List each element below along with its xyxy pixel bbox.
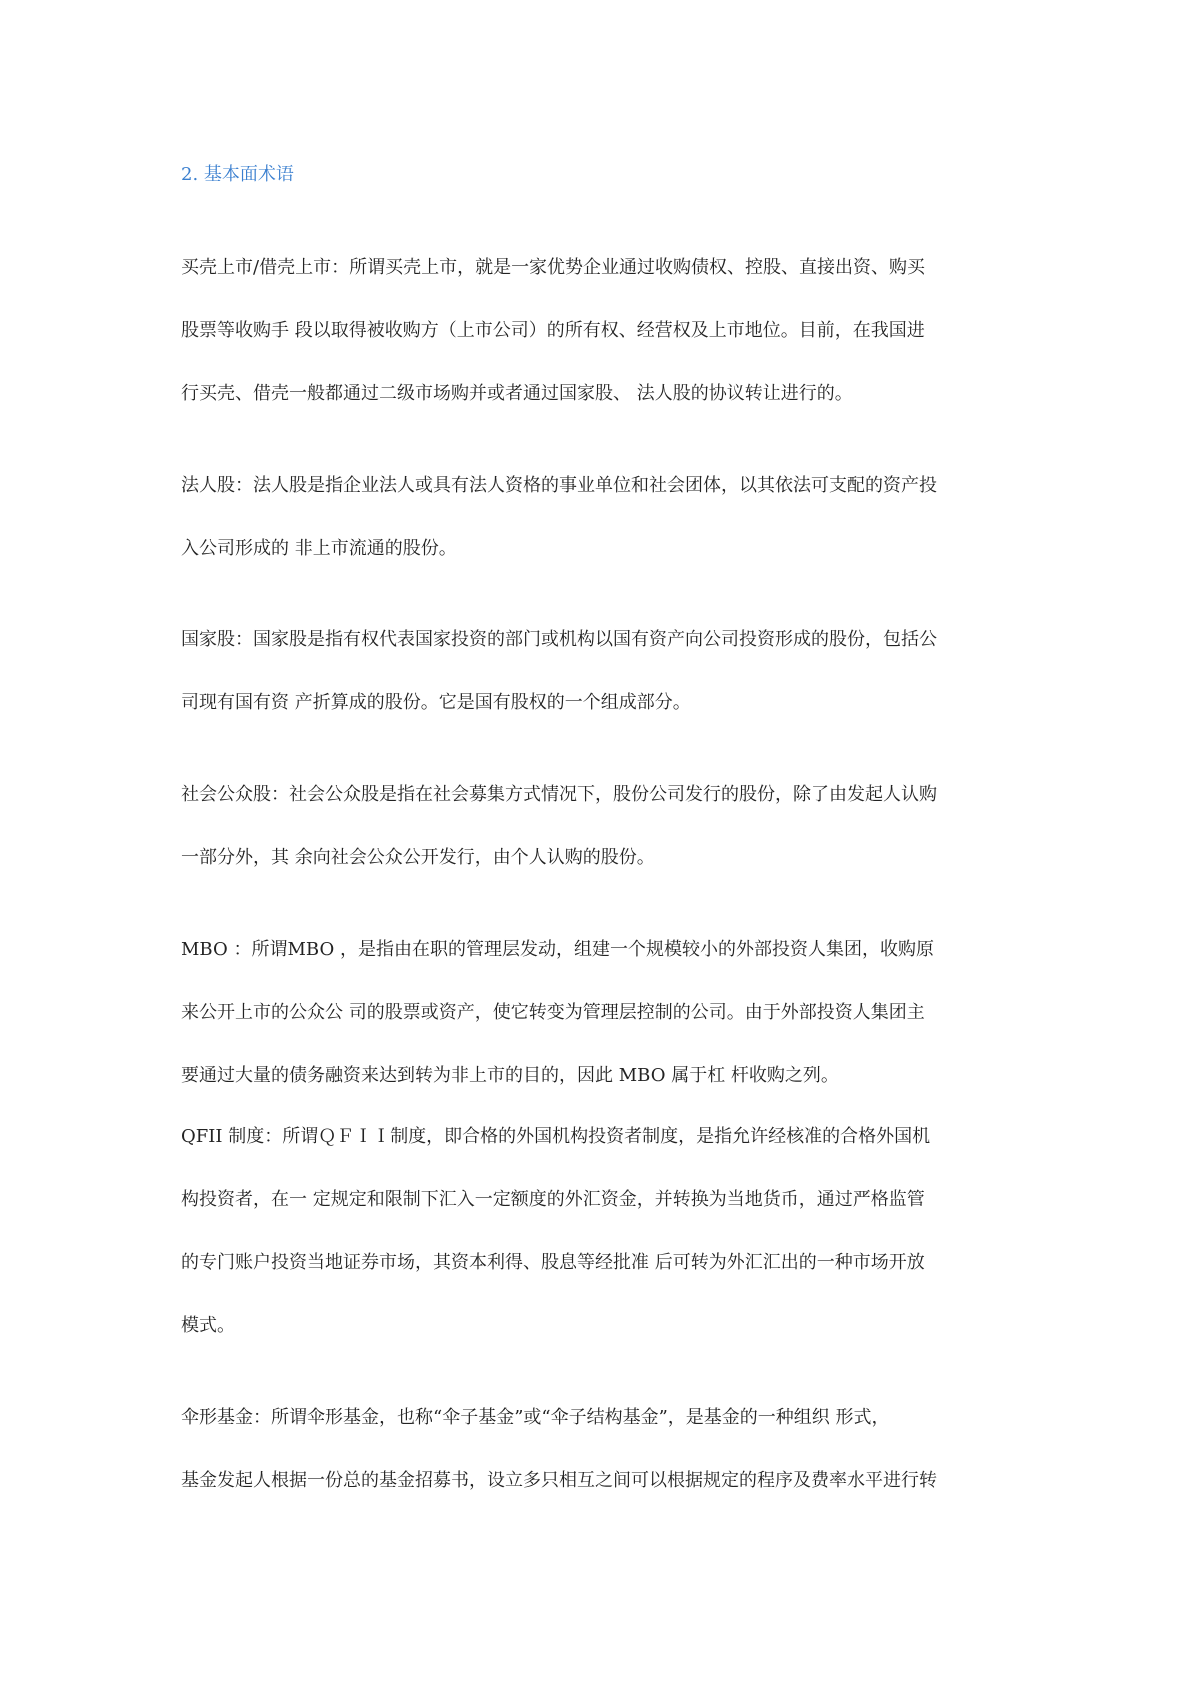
text-line: 的专门账户投资当地证券市场，其资本利得、股息等经批准 后可转为外汇汇出的一种市场开放 — [181, 1252, 925, 1273]
text-line: 买壳上市/借壳上市：所谓买壳上市，就是一家优势企业通过收购债权、控股、直接出资、购买 — [181, 257, 926, 278]
section-heading: 2. 基本面术语 — [181, 164, 294, 185]
text-line: 伞形基金：所谓伞形基金，也称“伞子基金”或“伞子结构基金”，是基金的一种组织 形式， — [181, 1407, 890, 1428]
text-line: 一部分外，其 余向社会公众公开发行，由个人认购的股份。 — [181, 847, 655, 868]
text-line: 构投资者，在一 定规定和限制下汇入一定额度的外汇资金，并转换为当地货币，通过严格监管 — [181, 1189, 925, 1210]
text-line: QFII 制度：所谓ＱＦＩＩ制度，即合格的外国机构投资者制度，是指允许经核准的合格外国机 — [181, 1126, 931, 1147]
text-line: 司现有国有资 产折算成的股份。它是国有股权的一个组成部分。 — [181, 692, 691, 713]
text-line: 基金发起人根据一份总的基金招募书，设立多只相互之间可以根据规定的程序及费率水平进行转 — [181, 1470, 937, 1491]
text-line: 行买壳、借壳一般都通过二级市场购并或者通过国家股、 法人股的协议转让进行的。 — [181, 383, 853, 404]
text-line: 入公司形成的 非上市流通的股份。 — [181, 538, 457, 559]
text-line: 法人股：法人股是指企业法人或具有法人资格的事业单位和社会团体，以其依法可支配的资产投 — [181, 475, 937, 496]
text-line: 社会公众股：社会公众股是指在社会募集方式情况下，股份公司发行的股份，除了由发起人认购 — [181, 784, 937, 805]
text-line: MBO ：所谓MBO ，是指由在职的管理层发动，组建一个规模较小的外部投资人集团，收购原 — [181, 939, 934, 960]
text-line: 股票等收购手 段以取得被收购方（上市公司）的所有权、经营权及上市地位。目前，在我国进 — [181, 320, 925, 341]
text-line: 要通过大量的债务融资来达到转为非上市的目的，因此 MBO 属于杠 杆收购之列。 — [181, 1065, 839, 1086]
text-line: 国家股：国家股是指有权代表国家投资的部门或机构以国有资产向公司投资形成的股份，包括公 — [181, 629, 937, 650]
text-line: 来公开上市的公众公 司的股票或资产，使它转变为管理层控制的公司。由于外部投资人集团主 — [181, 1002, 925, 1023]
text-line: 模式。 — [181, 1315, 235, 1336]
